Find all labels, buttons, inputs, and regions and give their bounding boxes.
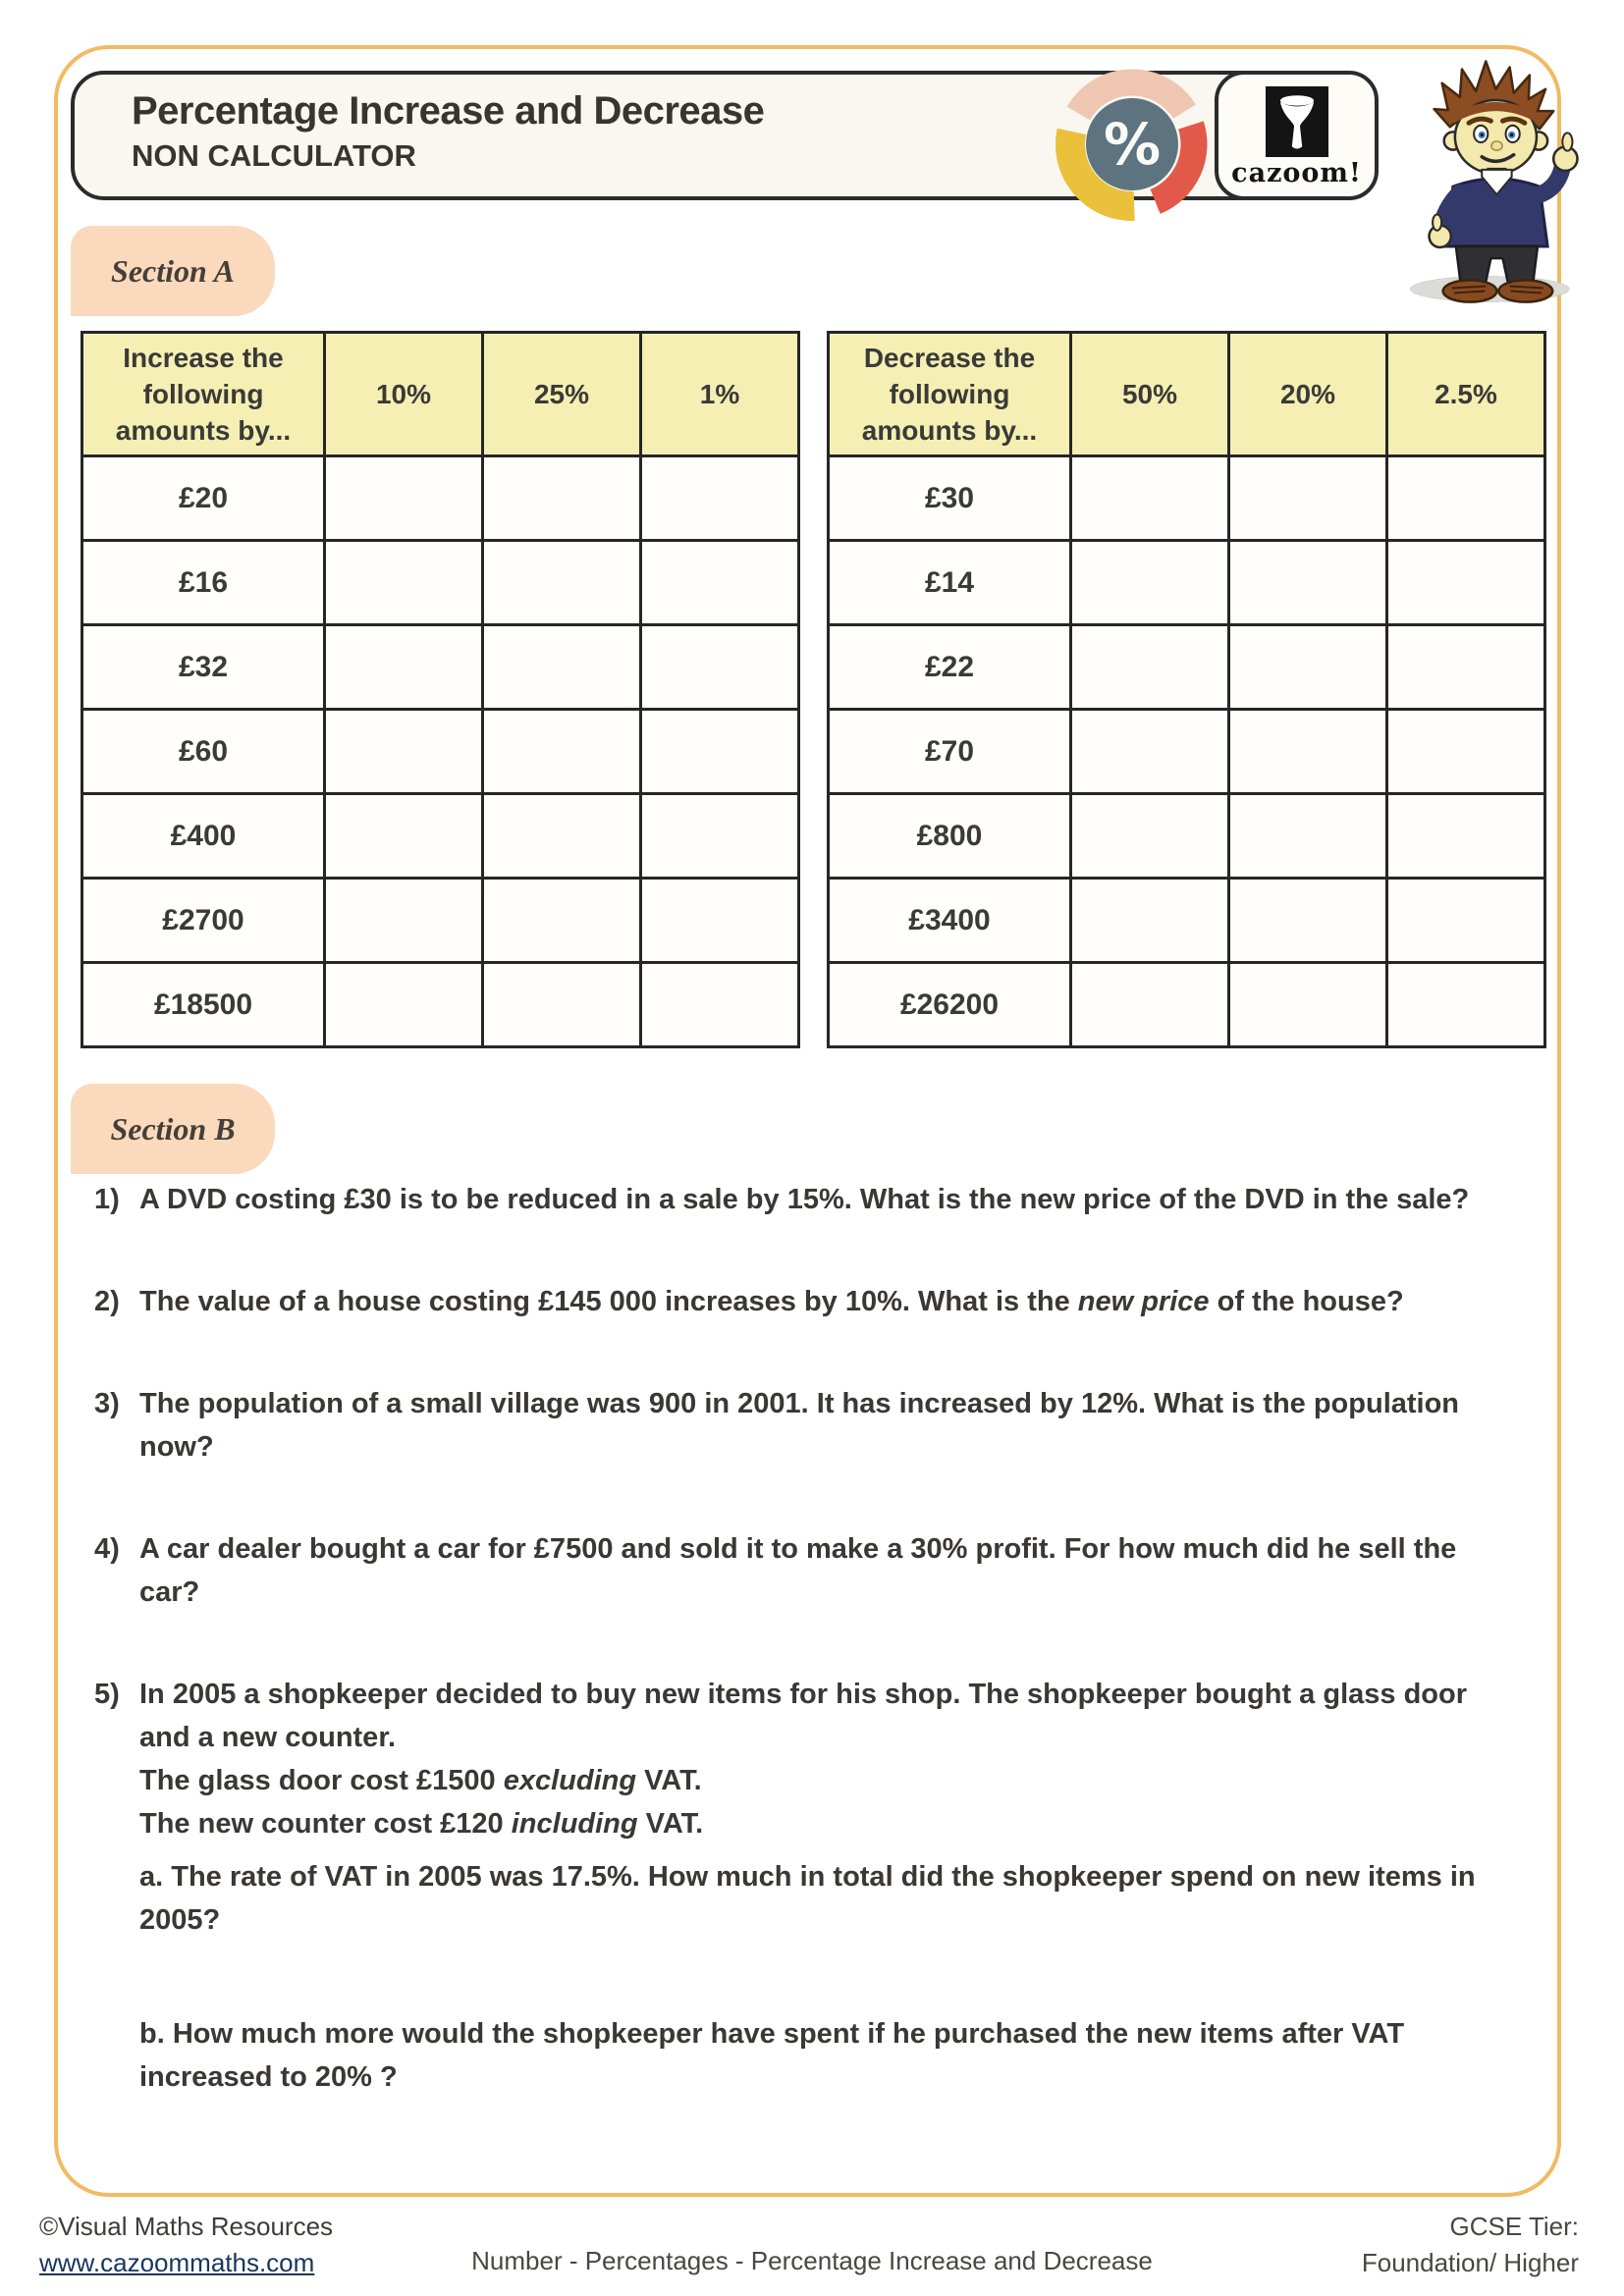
question-paragraph	[139, 1802, 1514, 1845]
increase-column-header-10%: 10%	[325, 333, 483, 456]
increase-amount-cell: £60	[82, 710, 325, 794]
text-run: A car dealer bought a car for £7500 and sold it to make a 30% profit. For how much did he sell the car?	[139, 1533, 1457, 1608]
decrease-answer-cell	[1071, 710, 1229, 794]
decrease-answer-cell	[1229, 710, 1387, 794]
text-run: The population of a small village was 900 in 2001. It has increased by 12%. What is the population now?	[139, 1388, 1460, 1463]
decrease-answer-cell	[1229, 963, 1387, 1047]
decrease-answer-cell	[1229, 625, 1387, 710]
decrease-amount-cell: £22	[829, 625, 1071, 710]
decrease-column-header-20%: 20%	[1229, 333, 1387, 456]
decrease-table	[827, 331, 1546, 1048]
increase-answer-cell	[325, 879, 483, 963]
website-link[interactable]: www.cazoommaths.com	[39, 2248, 315, 2277]
question-number: 1)	[94, 1184, 120, 1215]
section-b-text: Section B	[110, 1110, 236, 1147]
svg-text:%: %	[1103, 111, 1162, 178]
increase-answer-cell	[483, 879, 641, 963]
text-run: The new counter cost £120	[139, 1808, 512, 1840]
text-run: in the sale?	[1304, 1184, 1470, 1215]
cazoom-logo	[1215, 71, 1379, 200]
decrease-answer-cell	[1387, 456, 1545, 541]
decrease-answer-cell	[1387, 794, 1545, 879]
question-number: 3)	[94, 1388, 120, 1419]
decrease-answer-cell	[1387, 963, 1545, 1047]
decrease-row-£30	[829, 456, 1545, 541]
decrease-column-header-50%: 50%	[1071, 333, 1229, 456]
increase-table	[81, 331, 800, 1048]
increase-answer-cell	[325, 710, 483, 794]
text-run: b. How much more would the shopkeeper have spent if he purchased the new items after VAT increased to 20% ?	[139, 2018, 1405, 2093]
increase-amount-cell: £400	[82, 794, 325, 879]
question-4	[94, 1527, 1545, 1614]
emphasized-text: excluding	[503, 1765, 637, 1796]
question-3	[94, 1382, 1545, 1468]
decrease-answer-cell	[1229, 541, 1387, 625]
decrease-answer-cell	[1071, 541, 1229, 625]
increase-answer-cell	[641, 541, 799, 625]
increase-header-row	[82, 333, 799, 456]
footer-breadcrumb: Number - Percentages - Percentage Increase and Decrease	[471, 2246, 1153, 2275]
increase-column-header-1%: 1%	[641, 333, 799, 456]
increase-amount-cell: £18500	[82, 963, 325, 1047]
increase-row-£60	[82, 710, 799, 794]
text-run: The value of a house costing £145 000 increases by 10%. What is the	[139, 1286, 1078, 1317]
question-text	[139, 1382, 1514, 1468]
increase-answer-cell	[641, 625, 799, 710]
question-text	[139, 1673, 1514, 2099]
footer-tier-block	[1362, 2209, 1579, 2281]
decrease-answer-cell	[1229, 794, 1387, 879]
decrease-row-£22	[829, 625, 1545, 710]
question-1	[94, 1178, 1545, 1221]
decrease-answer-cell	[1229, 879, 1387, 963]
increase-row-£400	[82, 794, 799, 879]
increase-amount-cell: £32	[82, 625, 325, 710]
footer-copyright: ©Visual Maths Resources	[39, 2212, 334, 2241]
question-paragraph	[139, 1759, 1514, 1802]
question-paragraph	[139, 2012, 1514, 2099]
page-title: Percentage Increase and Decrease	[132, 89, 765, 133]
section-a-text: Section A	[111, 252, 235, 289]
increase-amount-cell: £20	[82, 456, 325, 541]
question-text	[139, 1280, 1514, 1323]
increase-row-£2700	[82, 879, 799, 963]
decrease-answer-cell	[1071, 625, 1229, 710]
text-run: of the house?	[1209, 1286, 1404, 1317]
question-paragraph	[139, 1855, 1514, 1942]
increase-answer-cell	[325, 963, 483, 1047]
cazoom-brand-text: cazoom!	[1231, 158, 1362, 188]
page-subtitle: NON CALCULATOR	[132, 138, 416, 173]
increase-answer-cell	[483, 794, 641, 879]
emphasized-text: including	[511, 1808, 638, 1840]
increase-answer-cell	[641, 710, 799, 794]
student-character-illustration	[1390, 47, 1614, 308]
text-run: A	[139, 1184, 167, 1215]
text-run: In 2005 a shopkeeper decided to buy new items for his shop. The shopkeeper bought a glass door and a new counter.	[139, 1679, 1468, 1753]
increase-answer-cell	[641, 879, 799, 963]
tier-label: GCSE Tier:	[1449, 2212, 1579, 2241]
question-text	[139, 1527, 1514, 1614]
increase-row-£18500	[82, 963, 799, 1047]
decrease-amount-cell: £30	[829, 456, 1071, 541]
decrease-amount-cell: £800	[829, 794, 1071, 879]
increase-answer-cell	[483, 456, 641, 541]
increase-answer-cell	[325, 456, 483, 541]
decrease-column-header-2.5%: 2.5%	[1387, 333, 1545, 456]
decrease-answer-cell	[1387, 710, 1545, 794]
text-run: VAT.	[637, 1808, 704, 1840]
header-text-block	[132, 87, 764, 176]
increase-row-header: Increase the following amounts by...	[82, 333, 325, 456]
increase-answer-cell	[483, 710, 641, 794]
tier-value: Foundation/ Higher	[1361, 2248, 1579, 2277]
decrease-answer-cell	[1071, 456, 1229, 541]
increase-answer-cell	[325, 625, 483, 710]
question-paragraph	[139, 1280, 1514, 1323]
question-paragraph	[139, 1178, 1514, 1221]
decrease-answer-cell	[1071, 794, 1229, 879]
increase-row-£32	[82, 625, 799, 710]
increase-answer-cell	[325, 541, 483, 625]
decrease-row-£26200	[829, 963, 1545, 1047]
increase-answer-cell	[483, 963, 641, 1047]
decrease-answer-cell	[1071, 963, 1229, 1047]
decrease-answer-cell	[1387, 879, 1545, 963]
decrease-answer-cell	[1229, 456, 1387, 541]
decrease-amount-cell: £14	[829, 541, 1071, 625]
question-number: 4)	[94, 1533, 120, 1565]
decrease-answer-cell	[1387, 541, 1545, 625]
section-a-label	[71, 226, 275, 316]
increase-answer-cell	[483, 541, 641, 625]
text-run: costing £30 is to be reduced in a sale by 15%. What is the new price of the	[227, 1184, 1245, 1215]
question-paragraph	[139, 1382, 1514, 1468]
text-run: DVD	[1244, 1184, 1305, 1215]
questions-list	[94, 1178, 1545, 2158]
increase-row-£20	[82, 456, 799, 541]
decrease-answer-cell	[1071, 879, 1229, 963]
cazoom-drum-icon	[1266, 86, 1328, 157]
decrease-row-£70	[829, 710, 1545, 794]
increase-column-header-25%: 25%	[483, 333, 641, 456]
question-number: 5)	[94, 1679, 120, 1710]
text-run: VAT.	[636, 1765, 702, 1796]
section-b-label	[71, 1084, 275, 1174]
text-run: a. The rate of VAT in 2005 was 17.5%. How much in total did the shopkeeper spend on new items in 2005?	[139, 1861, 1476, 1936]
text-run: The glass door cost £1500	[139, 1765, 504, 1796]
increase-amount-cell: £2700	[82, 879, 325, 963]
question-text	[139, 1178, 1514, 1221]
decrease-amount-cell: £3400	[829, 879, 1071, 963]
decrease-amount-cell: £70	[829, 710, 1071, 794]
decrease-answer-cell	[1387, 625, 1545, 710]
increase-answer-cell	[641, 456, 799, 541]
increase-answer-cell	[325, 794, 483, 879]
question-number: 2)	[94, 1286, 120, 1317]
increase-answer-cell	[483, 625, 641, 710]
decrease-header-row	[829, 333, 1545, 456]
question-paragraph	[139, 1527, 1514, 1614]
text-run: DVD	[166, 1184, 228, 1215]
increase-answer-cell	[641, 963, 799, 1047]
decrease-row-header: Decrease the following amounts by...	[829, 333, 1071, 456]
percentage-donut-icon	[1047, 59, 1218, 230]
decrease-row-£800	[829, 794, 1545, 879]
increase-amount-cell: £16	[82, 541, 325, 625]
increase-answer-cell	[641, 794, 799, 879]
question-paragraph	[139, 1673, 1514, 1759]
increase-row-£16	[82, 541, 799, 625]
question-2	[94, 1280, 1545, 1323]
decrease-row-£3400	[829, 879, 1545, 963]
decrease-row-£14	[829, 541, 1545, 625]
decrease-amount-cell: £26200	[829, 963, 1071, 1047]
emphasized-text: new price	[1077, 1286, 1210, 1317]
question-5	[94, 1673, 1545, 2099]
